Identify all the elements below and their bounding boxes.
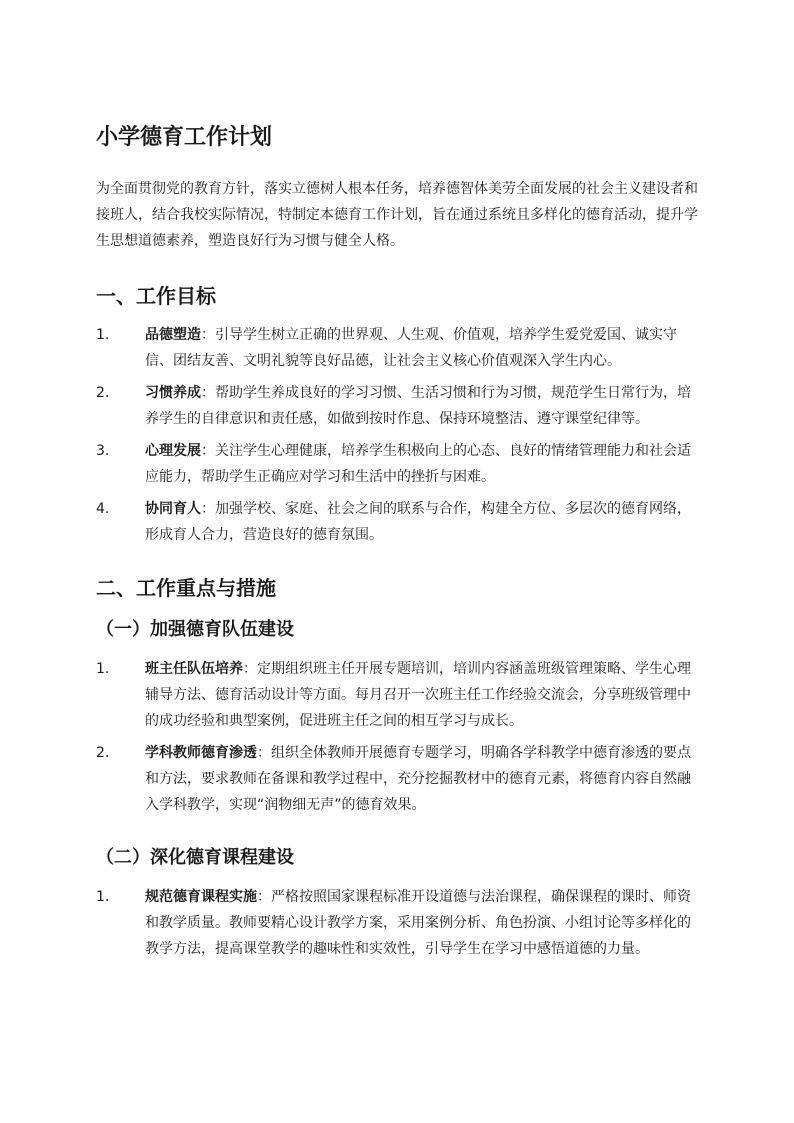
list-number: 1. [96, 327, 110, 343]
list-number: 2. [96, 745, 110, 761]
staff-list [96, 656, 700, 818]
subsection-heading-curriculum: （二）深化德育课程建设 [96, 847, 294, 868]
list-term: 学科教师德育渗透 [145, 745, 257, 761]
list-item [96, 496, 700, 548]
list-item [96, 380, 700, 432]
list-item [96, 884, 700, 962]
subsection-heading-staff: （一）加强德育队伍建设 [96, 619, 294, 640]
list-item [96, 656, 700, 734]
list-item [96, 438, 700, 490]
list-item [96, 740, 700, 818]
list-term: 班主任队伍培养 [145, 661, 243, 677]
section-heading-measures: 二、工作重点与措施 [96, 576, 276, 600]
list-term: 协同育人 [145, 501, 201, 517]
list-term: 规范德育课程实施 [145, 889, 257, 905]
goals-list [96, 322, 700, 548]
list-term: 心理发展 [145, 443, 201, 459]
curriculum-list [96, 884, 700, 962]
document-page [96, 118, 700, 986]
list-item [96, 322, 700, 374]
page-title: 小学德育工作计划 [96, 125, 273, 150]
section-heading-goals: 一、工作目标 [96, 284, 216, 308]
list-term: 习惯养成 [145, 385, 201, 401]
list-text: ：严格按照国家课程标准开设道德与法治课程，确保课程的课时、师资和教学质量。教师要精心设计教学方案，采用案例分析、角色扮演、小组讨论等多样化的教学方法，提高课堂教学的趣味性和实效性，引导学生在学习中感悟道德的力量。 [145, 889, 691, 957]
list-text: ：帮助学生养成良好的学习习惯、生活习惯和行为习惯，规范学生日常行为，培养学生的自律意识和责任感，如做到按时作息、保持环境整洁、遵守课堂纪律等。 [145, 385, 691, 427]
list-number: 4. [96, 501, 110, 517]
intro-paragraph: 为全面贯彻党的教育方针，落实立德树人根本任务，培养德智体美劳全面发展的社会主义建设者和接班人，结合我校实际情况，特制定本德育工作计划，旨在通过系统且多样化的德育活动，提升学生思想道德素养，塑造良好行为习惯与健全人格。 [96, 181, 698, 249]
list-number: 1. [96, 661, 110, 677]
list-text: ：定期组织班主任开展专题培训，培训内容涵盖班级管理策略、学生心理辅导方法、德育活动设计等方面。每月召开一次班主任工作经验交流会，分享班级管理中的成功经验和典型案例，促进班主任之间的相互学习与成长。 [145, 661, 691, 729]
list-text: ：加强学校、家庭、社会之间的联系与合作，构建全方位、多层次的德育网络，形成育人合力，营造良好的德育氛围。 [145, 501, 691, 543]
list-text: ：关注学生心理健康，培养学生积极向上的心态、良好的情绪管理能力和社会适应能力，帮助学生正确应对学习和生活中的挫折与困难。 [145, 443, 691, 485]
list-text: ：引导学生树立正确的世界观、人生观、价值观，培养学生爱党爱国、诚实守信、团结友善、文明礼貌等良好品德，让社会主义核心价值观深入学生内心。 [145, 327, 677, 369]
list-text: ：组织全体教师开展德育专题学习，明确各学科教学中德育渗透的要点和方法，要求教师在备课和教学过程中，充分挖掘教材中的德育元素，将德育内容自然融入学科教学，实现“润物细无声”的德育效果。 [145, 745, 691, 813]
list-number: 3. [96, 443, 110, 459]
list-number: 2. [96, 385, 110, 401]
list-number: 1. [96, 889, 110, 905]
list-term: 品德塑造 [145, 327, 201, 343]
